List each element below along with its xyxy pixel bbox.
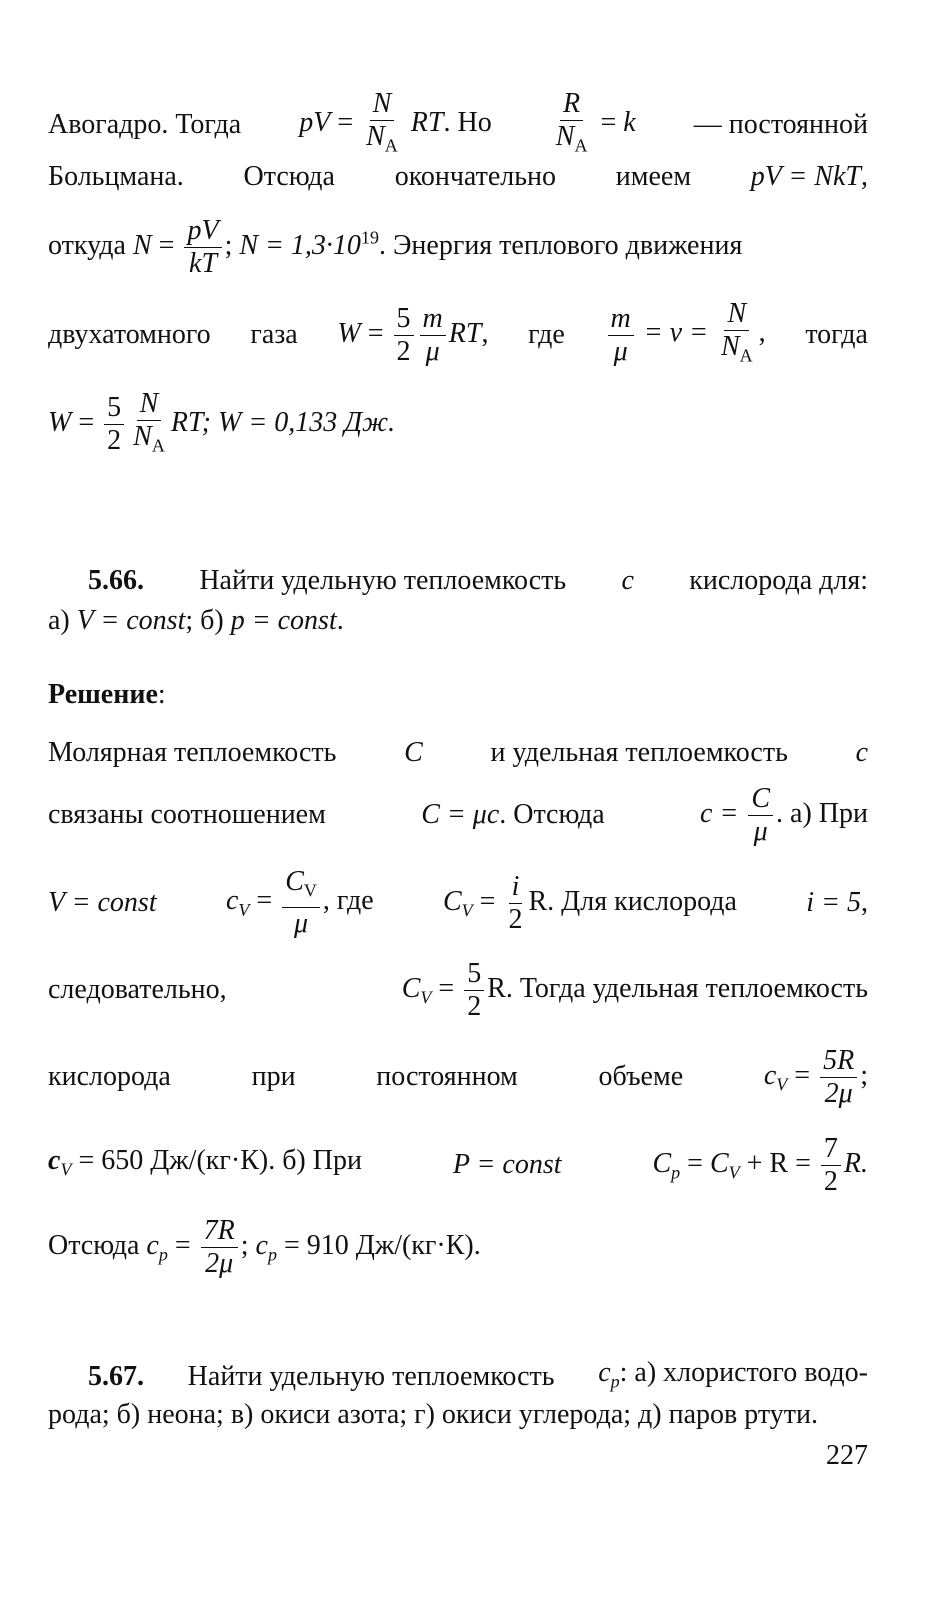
fraction — [363, 88, 401, 162]
text-span: Найти удельную теплоемкость — [199, 565, 567, 596]
text-span: Молярная теплоемкость — [48, 737, 337, 768]
denominator: $N_A$ — [366, 121, 398, 156]
fraction: $\frac{5}{2}$ — [464, 958, 484, 1023]
formula: k — [623, 107, 636, 139]
text-span: окончательно — [394, 161, 557, 192]
text-line-2: Больцмана. Отсюда окончательно имеем pV = NkT, — [48, 161, 868, 192]
text-span: связаны соотношением — [48, 799, 326, 830]
text-span: следовательно, — [48, 974, 227, 1005]
formula: V = const — [76, 605, 186, 636]
fraction: $\frac{N}{N_A}$ — [133, 388, 165, 456]
fraction: $\frac{m}{\mu}$ — [420, 303, 446, 368]
formula: pV — [299, 107, 331, 139]
formula: C = μc — [421, 799, 500, 830]
problem-5-66-line-2: а) V = const; б) p = const. — [48, 605, 344, 636]
formula: RT — [410, 107, 444, 139]
text-span: объеме — [598, 1061, 684, 1092]
text-span: Авогадро. Тогда — [48, 108, 242, 140]
text-span: имеем — [615, 161, 692, 192]
formula: = — [600, 107, 617, 139]
numerator: pV — [184, 215, 221, 248]
fraction: $\frac{N}{N_A}$ — [720, 298, 753, 366]
numerator: R — [560, 88, 583, 121]
solution-line-2: связаны соотношением C = μc. Отсюда c = $\frac{C}{\mu}$ . а) При — [48, 782, 868, 847]
formula: ; W = 0,133 Дж. — [201, 407, 396, 439]
fraction — [184, 215, 221, 280]
solution-line-1: Молярная теплоемкость C и удельная теплоемкость c — [48, 737, 868, 768]
text-span: Отсюда — [243, 161, 335, 192]
text-span: где — [528, 319, 565, 350]
text-line-3: откуда N = $\frac{pV}{kT}$ ; $N = 1,3\cdot 10^{19}$. Энергия теплового движения — [48, 214, 743, 279]
text-span: кислорода — [48, 1061, 171, 1092]
page-number: 227 — [826, 1440, 868, 1471]
fraction: $\frac{5}{2}$ — [394, 303, 414, 368]
text-span: двухатомного — [48, 319, 211, 350]
formula: P = const — [452, 1149, 562, 1180]
solution-line-6: $c_V = 650$ Дж/(кг·К). б) При P = const $C_p = C_V + R$ = $\frac{7}{2}$ R. — [48, 1132, 868, 1197]
formula: pV = NkT — [750, 161, 861, 192]
text-line-1 — [48, 88, 868, 162]
text-span: при — [251, 1061, 296, 1092]
fraction: $\frac{7}{2}$ — [821, 1133, 841, 1198]
formula: N = 1,3·10 — [239, 229, 361, 261]
text-span: газа — [250, 319, 298, 350]
text-span: . Энергия теплового движения — [378, 229, 743, 261]
text-span: : а) хлористого водо- — [619, 1357, 868, 1388]
problem-5-67-line-1: 5.67. Найти удельную теплоемкость $c_p$: а) хлористого водо- — [88, 1357, 868, 1393]
formula: = — [337, 107, 354, 139]
solution-line-4: следовательно, $C_V$ = $\frac{5}{2}$ R. Тогда удельная теплоемкость — [48, 957, 868, 1022]
text-span: Отсюда — [48, 1229, 140, 1261]
numerator: N — [370, 88, 395, 121]
problem-5-66-line-1: 5.66. Найти удельную теплоемкость c кислорода для: — [88, 565, 868, 596]
denominator: kT — [189, 247, 218, 279]
solution-heading: Решение: — [48, 679, 166, 710]
solution-line-3: V = const $c_V$ = $\frac{C_V}{\mu}$ , где $C_V$ = $\frac{i}{2}$ R. Для кислорода i = 5, — [48, 866, 868, 939]
solution-line-5: кислорода при постоянном объеме $c_V$ = $\frac{5R}{2\mu}$ ; — [48, 1044, 868, 1109]
text-span: = 910 Дж/(кг·К). — [283, 1229, 481, 1261]
fraction: $\frac{m}{\mu}$ — [608, 303, 634, 368]
fraction: $\frac{C_V}{\mu}$ — [282, 866, 320, 940]
problem-5-67-line-2 — [48, 1398, 868, 1432]
text-span: Больцмана. — [48, 161, 184, 192]
text-line-4: двухатомного газа W = $\frac{5}{2}$ $\frac{m}{\mu}$ RT, где $\frac{m}{\mu}$ = ν = $\frac{N}{N_A}$ , тогда — [48, 295, 868, 375]
text-span: откуда — [48, 229, 126, 261]
fraction: $\frac{i}{2}$ — [508, 870, 523, 935]
fraction: $\frac{5R}{2\mu}$ — [820, 1045, 857, 1110]
text-span: и удельная теплоемкость — [490, 737, 788, 768]
fraction: $\frac{7R}{2\mu}$ — [201, 1215, 238, 1280]
text-span: Найти удельную теплоемкость — [187, 1361, 555, 1393]
text-span: кислорода для: — [689, 565, 868, 596]
formula: p = const — [230, 605, 337, 636]
text-span: рода; б) неона; в) окиси азота; г) окиси углерода; д) паров ртути. — [48, 1399, 818, 1430]
text-span: тогда — [805, 319, 868, 350]
denominator: $N_A$ — [555, 121, 588, 156]
text-span: постоянном — [376, 1061, 518, 1092]
text-span: . Но — [443, 107, 492, 139]
problem-number: 5.67. — [88, 1361, 144, 1393]
text-line-5: W = $\frac{5}{2}$ $\frac{N}{N_A}$ RT; W = 0,133 Дж. — [48, 388, 868, 468]
text-span: = 650 Дж/(кг·К). б) При — [78, 1144, 362, 1176]
formula: V = const — [48, 887, 157, 918]
text-span: — постоянной — [693, 108, 868, 140]
problem-number: 5.66. — [88, 565, 144, 596]
solution-line-7: Отсюда $c_p$ = $\frac{7R}{2\mu}$ ; $c_p = 910$ Дж/(кг·К). — [48, 1215, 481, 1279]
fraction: $\frac{5}{2}$ — [104, 392, 124, 457]
fraction: $\frac{C}{\mu}$ — [748, 783, 773, 848]
fraction — [553, 88, 591, 162]
